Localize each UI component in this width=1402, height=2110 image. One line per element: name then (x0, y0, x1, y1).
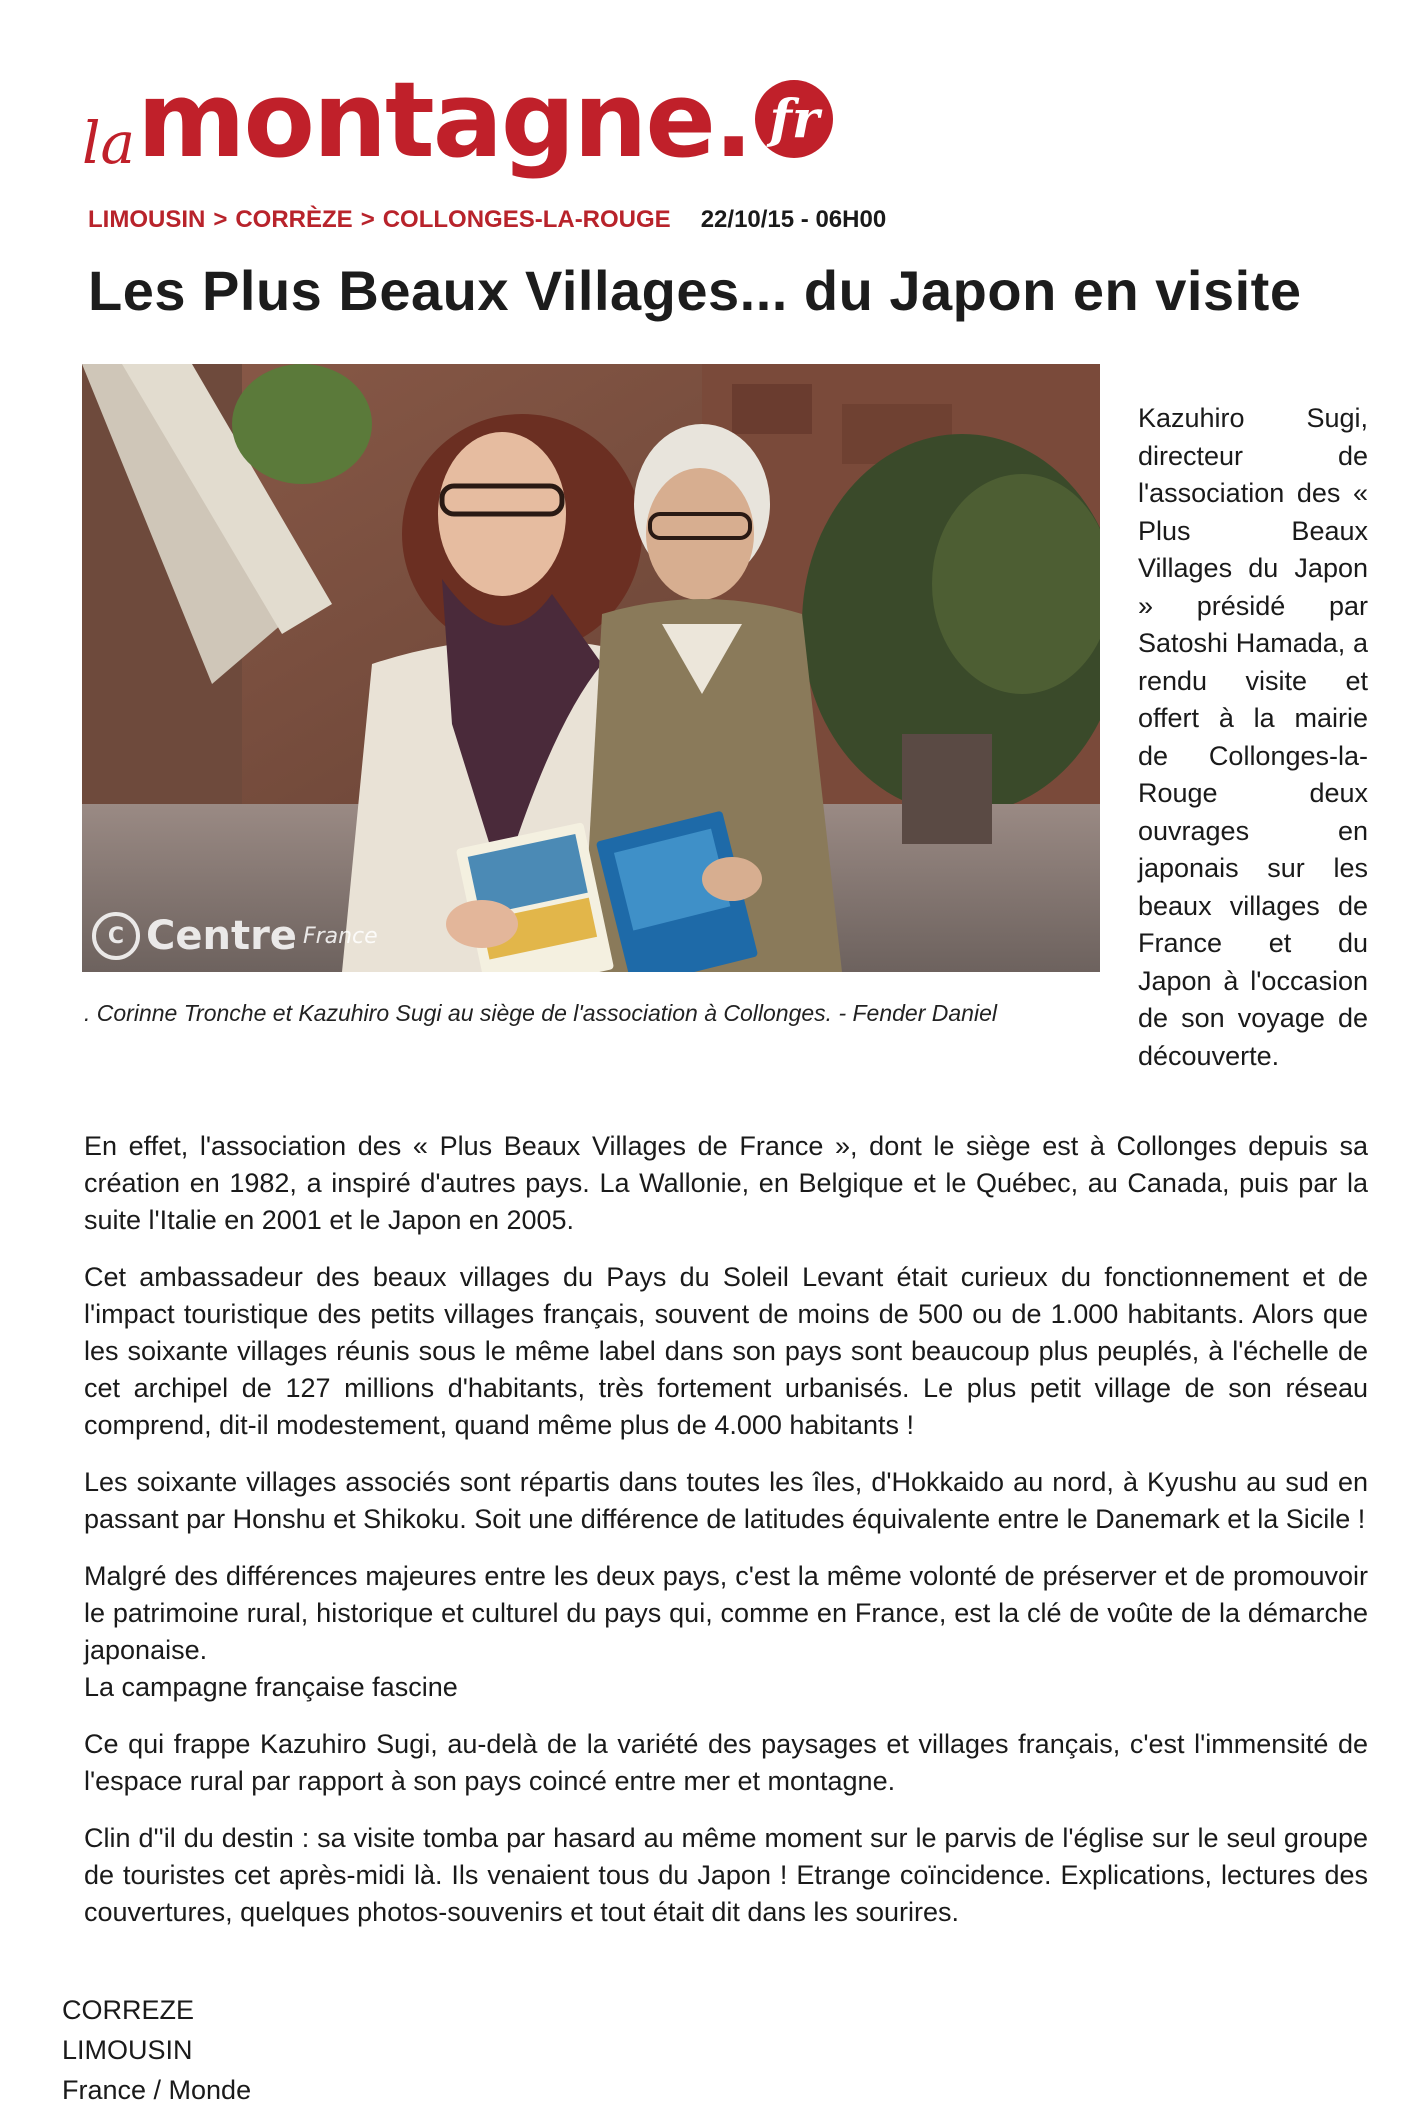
article-subheading: La campagne française fascine (84, 1672, 458, 1702)
article-paragraph: Cet ambassadeur des beaux villages du Pays du Soleil Levant était curieux du fonctionnement et de l'impact touristique des petits villages français, souvent de moins de 500 ou de 1.000 habitants. Alors que les soixante villages réunis sous le même label dans son pays sont beaucoup plus peuplés, à l'échelle de cet archipel de 127 millions d'habitants, très fortement urbanisés. Le plus petit village de son réseau comprend, dit-il modestement, quand même plus de 4.000 habitants ! (84, 1262, 1368, 1440)
article-paragraph: En effet, l'association des « Plus Beaux Villages de France », dont le siège est à Collonges depuis sa création en 1982, a inspiré d'autres pays. La Wallonie, en Belgique et le Québec, au Canada, puis par la suite l'Italie en 2001 et le Japon en 2005. (84, 1131, 1368, 1235)
article-tags (62, 1990, 462, 2110)
tag-france-monde[interactable]: France / Monde (62, 2075, 252, 2105)
tag-limousin[interactable]: LIMOUSIN (62, 2035, 193, 2065)
breadcrumb-separator: > (213, 206, 228, 233)
article-body (84, 1128, 1368, 1951)
article-lead: Kazuhiro Sugi, directeur de l'association des « Plus Beaux Villages du Japon » présidé par Satoshi Hamada, a rendu visite et offert à la mairie de Collonges-la-Rouge deux ouvrages en japonais sur les beaux villages de France et du Japon à l'occasion de son voyage de découverte. (1138, 403, 1368, 1071)
photo-illustration (82, 364, 1100, 972)
site-logo[interactable] (82, 52, 833, 181)
breadcrumb-item-collonges[interactable]: COLLONGES-LA-ROUGE (382, 206, 671, 233)
tag-correze[interactable]: CORREZE (62, 1995, 195, 2025)
watermark-text: Centre (146, 913, 297, 959)
breadcrumb (88, 206, 671, 234)
breadcrumb-item-correze[interactable]: CORRÈZE (235, 206, 353, 233)
breadcrumb-item-limousin[interactable]: LIMOUSIN (88, 206, 206, 233)
logo-wordmark: montagne. (137, 59, 752, 181)
photo-watermark (92, 912, 378, 960)
article-paragraph: Clin d''il du destin : sa visite tomba par hasard au même moment sur le parvis de l'église sur le seul groupe de touristes cet après-midi là. Ils venaient tous du Japon ! Etrange coïncidence. Explications, lectures des couvertures, quelques photos-souvenirs et tout était dit dans les sourires. (84, 1823, 1368, 1927)
article-date: 22/10/15 - 06H00 (700, 206, 887, 233)
article-paragraph: Les soixante villages associés sont répartis dans toutes les îles, d'Hokkaido au nord, à Kyushu au sud en passant par Honshu et Shikoku. Soit une différence de latitudes équivalente entre le Danemark et la Sicile ! (84, 1467, 1368, 1534)
watermark-suffix: France (302, 923, 378, 949)
logo-fr-badge: fr (755, 80, 833, 158)
photo-caption: . Corinne Tronche et Kazuhiro Sugi au siège de l'association à Collonges. - Fender Daniel (84, 1000, 997, 1026)
article-photo (82, 364, 1100, 972)
article-meta (88, 206, 886, 234)
logo-prefix: la (82, 109, 136, 177)
centre-france-logo-icon: C (92, 912, 140, 960)
article-headline: Les Plus Beaux Villages... du Japon en visite (88, 259, 1302, 322)
article-paragraph: Ce qui frappe Kazuhiro Sugi, au-delà de la variété des paysages et villages français, c'est l'immensité de l'espace rural par rapport à son pays coincé entre mer et montagne. (84, 1729, 1368, 1796)
article-paragraph: Malgré des différences majeures entre les deux pays, c'est la même volonté de préserver et de promouvoir le patrimoine rural, historique et culturel du pays qui, comme en France, est la clé de voûte de la démarche japonaise. (84, 1561, 1368, 1665)
breadcrumb-separator: > (360, 206, 375, 233)
